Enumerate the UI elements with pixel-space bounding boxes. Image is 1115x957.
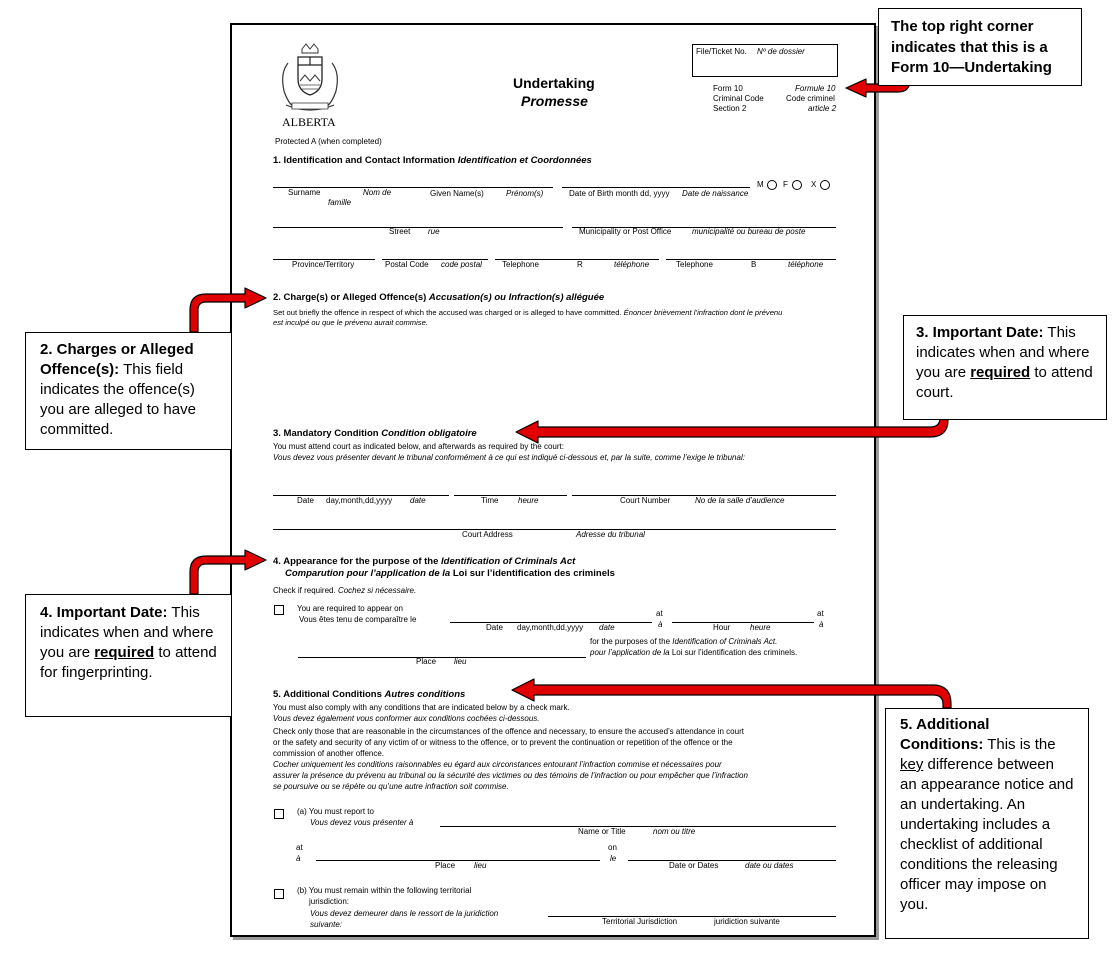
court-address-label: Court Address: [462, 530, 513, 539]
form-number: Form 10: [713, 84, 743, 93]
criminal-code-label-fr: Code criminel: [786, 94, 835, 103]
callout-section-5: [885, 708, 1089, 939]
province-name: ALBERTA: [282, 115, 336, 129]
purposes-text: for the purposes of the Identification of Criminals Act.: [590, 637, 778, 646]
telephone-b-letter: B: [751, 260, 757, 269]
appear-at-2: at: [817, 609, 824, 618]
condition-a-at: at: [296, 843, 303, 852]
sex-f-label: F: [783, 180, 788, 189]
callout-section-5-text-a: This is the: [983, 736, 1056, 753]
court-date-label: Date: [297, 496, 314, 505]
callout-section-2-heading: 2. Charges or Alleged Offence(s):: [40, 341, 194, 378]
callout-section-3-text-b: to attend court.: [916, 364, 1093, 401]
arrow-section-5: [512, 679, 951, 708]
condition-b-text-2: jurisdiction:: [309, 897, 350, 906]
condition-a-text-fr: Vous devez vous présenter à: [310, 818, 414, 827]
section-label: Section 2: [713, 104, 747, 113]
surname-label-fr: Nom de: [363, 188, 392, 197]
callout-section-4: [25, 594, 232, 717]
callout-section-3-text-a: This indicates when and where you are: [916, 324, 1090, 381]
date-or-dates-label-fr: date ou dates: [745, 861, 794, 870]
appear-at: at: [656, 609, 663, 618]
telephone-r-letter: R: [577, 260, 583, 269]
callout-section-4-heading: 4. Important Date:: [40, 604, 168, 621]
name-title-label-fr: nom ou titre: [653, 827, 696, 836]
surname-label-fr2: famille: [328, 198, 352, 207]
appear-place-label: Place: [416, 657, 437, 666]
s5-line-2: Vous devez également vous conformer aux conditions cochées ci-dessous.: [273, 714, 540, 723]
court-address-label-fr: Adresse du tribunal: [576, 530, 645, 539]
form-title: Undertaking: [513, 75, 595, 91]
appear-date-label-fr: date: [599, 623, 615, 632]
appear-text-fr: Vous êtes tenu de comparaître le: [299, 615, 417, 624]
appear-place-label-fr: lieu: [454, 657, 467, 666]
court-number-label-fr: No de la salle d’audience: [695, 496, 785, 505]
appear-hour-label-fr: heure: [750, 623, 771, 632]
appear-text: You are required to appear on: [297, 604, 404, 613]
telephone-b-label: Telephone: [676, 260, 713, 269]
section-4-title: 4. Appearance for the purpose of the Identification of Criminals Act: [273, 556, 576, 567]
postal-code-label-fr: code postal: [441, 260, 482, 269]
callout-section-4-text-b: to attend for fingerprinting.: [40, 644, 217, 681]
given-name-label-fr: Prénom(s): [506, 189, 544, 198]
form-title-fr: Promesse: [521, 93, 588, 109]
s5-line-3: Check only those that are reasonable in the circumstances of the offence and necessary, to ensure the accused’s attendance in court: [273, 727, 744, 736]
municipality-label: Municipality or Post Office: [579, 227, 672, 236]
arrow-section-2: [190, 288, 266, 332]
file-ticket-label-fr: Nº de dossier: [757, 47, 805, 56]
check-if-required: Check if required. Cochez si nécessaire.: [273, 586, 417, 595]
dob-label-fr: Date de naissance: [682, 189, 749, 198]
given-name-label: Given Name(s): [430, 189, 484, 198]
appear-date-format: day,month,dd,yyyy: [517, 623, 584, 632]
form-number-fr: Formule 10: [795, 84, 836, 93]
condition-a-at-fr: à: [296, 854, 301, 863]
criminal-code-label: Criminal Code: [713, 94, 764, 103]
appear-date-label: Date: [486, 623, 503, 632]
report-place-label-fr: lieu: [474, 861, 487, 870]
protected-label: Protected A (when completed): [275, 137, 382, 146]
arrow-section-4: [190, 550, 266, 594]
s5-line-1: You must also comply with any conditions that are indicated below by a check mark.: [273, 703, 570, 712]
section-3-text-fr: Vous devez vous présenter devant le tribunal conformément à ce qui est indiqué ci-dessous et, par la suite, comme l’exige le tribunal:: [273, 453, 745, 462]
court-date-format: day,month,dd,yyyy: [326, 496, 393, 505]
section-1-title: 1. Identification and Contact Information Identification et Coordonnées: [273, 155, 592, 166]
s5-line-7: assurer la présence du prévenu au tribunal ou la sécurité des victimes ou des témoins de l’infraction ou pour empêcher que l’infraction: [273, 771, 748, 780]
callout-top-right: [878, 8, 1082, 86]
sex-x-label: X: [811, 180, 817, 189]
s5-line-6: Cocher uniquement les conditions raisonnables eu égard aux circonstances entourant l’infraction commise et nécessaires pour: [273, 760, 722, 769]
municipality-label-fr: municipalité ou bureau de poste: [692, 227, 806, 236]
condition-b-text-1: (b) You must remain within the following territorial: [297, 886, 472, 895]
section-4-title-fr: Comparution pour l’application de la Loi sur l’identification des criminels: [285, 568, 615, 579]
appear-hour-label: Hour: [713, 623, 731, 632]
callout-section-5-heading: 5. Additional Conditions:: [900, 716, 990, 753]
telephone-b-label-fr: téléphone: [788, 260, 824, 269]
court-date-label-fr: date: [410, 496, 426, 505]
condition-a-text: (a) You must report to: [297, 807, 374, 816]
court-time-label: Time: [481, 496, 499, 505]
callout-section-3-required: required: [970, 364, 1031, 381]
date-or-dates-label: Date or Dates: [669, 861, 719, 870]
territorial-label: Territorial Jurisdiction: [602, 917, 678, 926]
callout-section-3: [903, 315, 1107, 420]
purposes-text-fr: pour l’application de la Loi sur l’identification des criminels.: [590, 648, 798, 657]
postal-code-label: Postal Code: [385, 260, 429, 269]
section-2-instructions-fr: est inculpé ou que le prévenu aurait commise.: [273, 318, 428, 327]
dob-label: Date of Birth month dd, yyyy: [569, 189, 670, 198]
s5-line-8: se poursuive ou se répète ou qu’une autre infraction soit commise.: [273, 782, 509, 791]
street-label-fr: rue: [428, 227, 440, 236]
section-2-title: 2. Charge(s) or Alleged Offence(s) Accusation(s) ou Infraction(s) alléguée: [273, 292, 605, 303]
telephone-r-label-fr: téléphone: [614, 260, 650, 269]
surname-label: Surname: [288, 188, 321, 197]
s5-line-5: commission of another offence.: [273, 749, 385, 758]
court-time-label-fr: heure: [518, 496, 539, 505]
callout-section-5-key: key: [900, 756, 924, 773]
condition-b-text-fr-1: Vous devez demeurer dans le ressort de la juridiction: [310, 909, 499, 918]
territorial-label-fr: juridiction suivante: [714, 917, 780, 926]
telephone-r-label: Telephone: [502, 260, 539, 269]
file-ticket-label: File/Ticket No.: [696, 47, 747, 56]
callout-top-right-text: The top right corner indicates that this is a Form 10—Undertaking: [891, 18, 1052, 76]
callout-section-4-text-a: This indicates when and where you are: [40, 604, 214, 661]
appear-at-2-fr: à: [819, 620, 824, 629]
street-label: Street: [389, 227, 411, 236]
section-3-text: You must attend court as indicated below, and afterwards as required by the court:: [273, 442, 564, 451]
arrow-section-3: [516, 418, 948, 443]
section-3-title: 3. Mandatory Condition Condition obligatoire: [273, 428, 477, 439]
section-5-title: 5. Additional Conditions Autres conditions: [273, 689, 466, 700]
name-title-label: Name or Title: [578, 827, 626, 836]
condition-a-on-fr: le: [610, 854, 617, 863]
province-territory-label: Province/Territory: [292, 260, 355, 269]
condition-a-on: on: [608, 843, 617, 852]
callout-section-2: [25, 332, 232, 450]
callout-section-4-required: required: [94, 644, 155, 661]
callout-section-5-text-b: difference between an appearance notice and an undertaking. An undertaking includes a checklist of additional conditions the releasing officer may impose on you.: [900, 756, 1074, 913]
callout-section-2-text: This field indicates the offence(s) you are alleged to have committed.: [40, 361, 196, 438]
section-2-instructions: Set out briefly the offence in respect of which the accused was charged or is alleged to have committed. Énoncer brièvement l’infraction dont le prévenu: [273, 308, 783, 317]
appear-at-fr: à: [658, 620, 663, 629]
condition-b-text-fr-2: suivante:: [310, 920, 343, 929]
callout-section-3-heading: 3. Important Date:: [916, 324, 1044, 341]
court-number-label: Court Number: [620, 496, 671, 505]
sex-m-label: M: [757, 180, 764, 189]
s5-line-4: or the safety and security of any victim of or witness to the offence, or to prevent the continuation or repetition of the offence or the: [273, 738, 733, 747]
section-label-fr: article 2: [808, 104, 837, 113]
report-place-label: Place: [435, 861, 456, 870]
